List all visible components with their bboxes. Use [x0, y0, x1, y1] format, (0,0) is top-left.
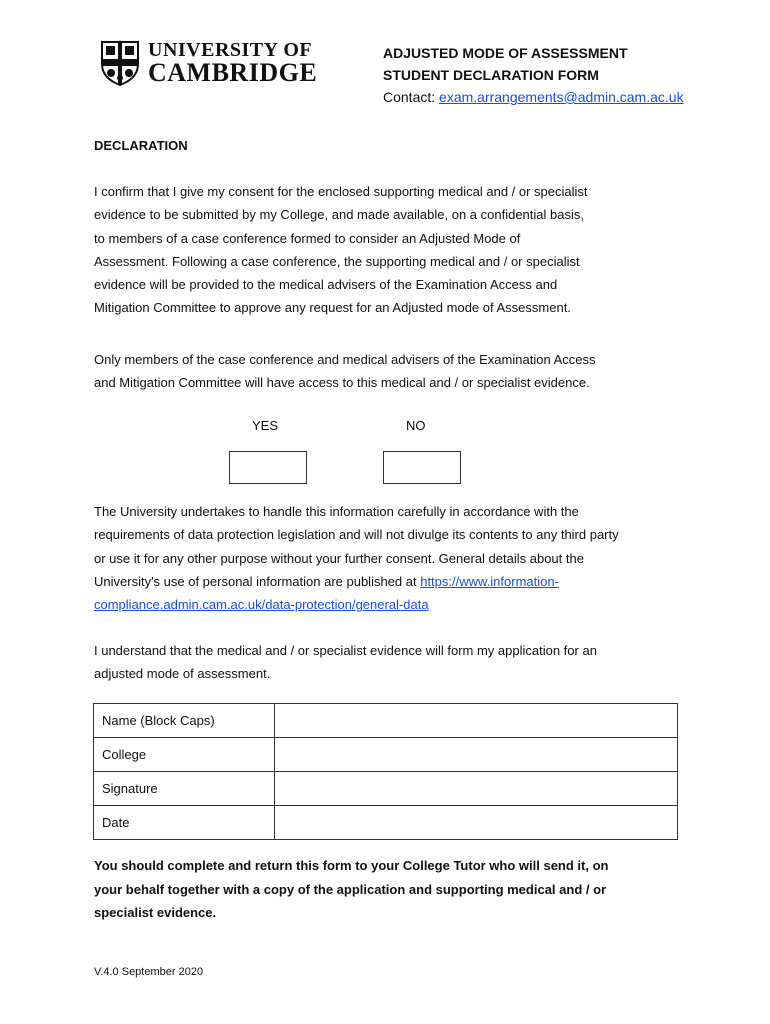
form-title-line1: ADJUSTED MODE OF ASSESSMENT: [383, 45, 628, 61]
paragraph-line: You should complete and return this form to your College Tutor who will send it, on: [94, 858, 609, 873]
university-logo: [100, 40, 317, 86]
date-label: Date: [94, 806, 275, 840]
paragraph-line: The University undertakes to handle this information carefully in accordance with the: [94, 504, 579, 519]
no-checkbox[interactable]: [383, 451, 461, 484]
paragraph-line: specialist evidence.: [94, 905, 217, 920]
contact-line: [383, 86, 684, 108]
table-row: [94, 806, 678, 840]
cambridge-crest-icon: [100, 40, 140, 86]
table-row: [94, 704, 678, 738]
signature-label: Signature: [94, 772, 275, 806]
logo-line-university-of: UNIVERSITY OF: [148, 39, 313, 61]
paragraph-line: [94, 593, 619, 616]
form-title-line2: STUDENT DECLARATION FORM: [383, 67, 599, 83]
paragraph-line: Mitigation Committee to approve any request for an Adjusted mode of Assessment.: [94, 300, 571, 316]
table-row: [94, 772, 678, 806]
version-footer: V.4.0 September 2020: [94, 966, 204, 978]
access-paragraph: [94, 348, 595, 395]
data-protection-paragraph: [94, 500, 619, 616]
consent-paragraph: [94, 180, 588, 320]
paragraph-line: I confirm that I give my consent for the enclosed supporting medical and / or specialist: [94, 184, 588, 199]
paragraph-line: adjusted mode of assessment.: [94, 666, 271, 682]
college-label: College: [94, 738, 275, 772]
paragraph-line: to members of a case conference formed to consider an Adjusted Mode of: [94, 230, 521, 246]
yes-label: YES: [252, 418, 279, 433]
data-protection-link-part2[interactable]: compliance.admin.cam.ac.uk/data-protection/general-data: [94, 597, 429, 613]
paragraph-line: [94, 570, 619, 593]
student-details-table: [93, 703, 678, 840]
paragraph-line: evidence will be provided to the medical advisers of the Examination Access and: [94, 277, 558, 293]
paragraph-line: Only members of the case conference and medical advisers of the Examination Access: [94, 352, 596, 367]
table-row: [94, 738, 678, 772]
paragraph-line: Assessment. Following a case conference, the supporting medical and / or specialist: [94, 253, 580, 269]
declaration-heading: DECLARATION: [94, 138, 188, 153]
name-label: Name (Block Caps): [94, 704, 275, 738]
paragraph-line: evidence to be submitted by my College, and made available, on a confidential basis,: [94, 207, 584, 223]
paragraph-line: I understand that the medical and / or specialist evidence will form my application for an: [94, 643, 597, 658]
data-protection-link-part1[interactable]: https://www.information-: [420, 573, 559, 589]
paragraph-line-text: University's use of personal information are published at: [94, 573, 421, 589]
date-field[interactable]: [275, 806, 678, 840]
understanding-paragraph: [94, 639, 597, 686]
no-label: NO: [406, 418, 426, 433]
contact-label: Contact:: [383, 89, 440, 105]
contact-email-link[interactable]: exam.arrangements@admin.cam.ac.uk: [439, 89, 684, 105]
paragraph-line: or use it for any other purpose without your further consent. General details about the: [94, 550, 584, 566]
college-field[interactable]: [275, 738, 678, 772]
paragraph-line: and Mitigation Committee will have access to this medical and / or specialist evidence.: [94, 375, 590, 391]
form-header: [383, 42, 684, 108]
signature-field[interactable]: [275, 772, 678, 806]
paragraph-line: your behalf together with a copy of the application and supporting medical and / or: [94, 881, 607, 897]
yes-checkbox[interactable]: [229, 451, 307, 484]
paragraph-line: requirements of data protection legislation and will not divulge its contents to any third party: [94, 527, 619, 543]
return-instructions: [94, 854, 608, 925]
logo-line-cambridge: CAMBRIDGE: [148, 58, 318, 87]
name-field[interactable]: [275, 704, 678, 738]
